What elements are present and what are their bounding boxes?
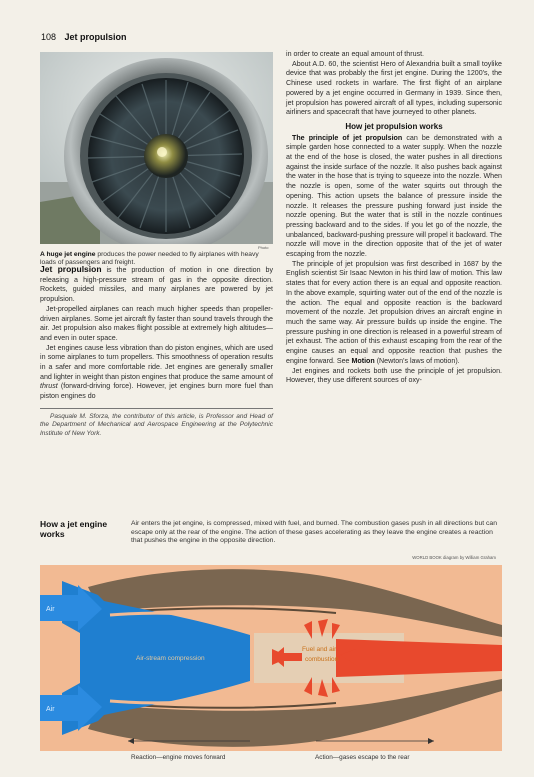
newton-tail: (Newton's laws of motion). bbox=[374, 356, 460, 365]
reaction-arrowhead bbox=[128, 738, 134, 744]
compression-label: Air-stream compression bbox=[136, 655, 205, 662]
action-label: Action—gases escape to the rear bbox=[315, 754, 410, 761]
divider bbox=[40, 408, 273, 409]
jet-engine-photo bbox=[40, 52, 273, 244]
page-number: 108 bbox=[41, 32, 57, 42]
jet-engine-illustration bbox=[40, 52, 273, 244]
vibration-text: Jet engines cause less vibration than do piston engines, which are used in some airplanes to turn propellers. This smoothness of operation results in a safer and more comfortable ride. Jet engines are generally smaller and lighter in weight than piston engines that produce the same amount of bbox=[40, 343, 273, 381]
jet-engine-diagram bbox=[40, 565, 502, 751]
fuel-label-2: combustion bbox=[305, 656, 339, 663]
diagram-credit: WORLD BOOK diagram by William Graham bbox=[412, 555, 496, 560]
paragraph-thrust-end: in order to create an equal amount of thrust. bbox=[286, 50, 425, 58]
reaction-label: Reaction—engine moves forward bbox=[131, 754, 226, 761]
caption-text: produces the power needed to fly airplanes with heavy loads of passengers and freight. bbox=[40, 251, 259, 266]
author-note: Pasquale M. Sforza, the contributor of this article, is Professor and Head of the Department of Mechanical and Aerospace Engineering at the Polytechnic Institute of New York. bbox=[40, 412, 273, 437]
paragraph-engines: Jet engines and rockets both use the principle of jet propulsion. However, they use different sources of oxy- bbox=[286, 366, 502, 385]
newton-text: The principle of jet propulsion was first described in 1687 by the English scientist Sir Isaac Newton in his third law of motion. This law states that for every action there is an equal and opposite reaction. In the above example, squirting water out of the end of the nozzle is the action. The equal and opposite reaction is the backward movement of the nozzle. Jet propulsion drives an aircraft engine in much the same way. Air pressure builds up inside the engine. The pressure pushing in one direction is released in a powerful stream of jet exhaust. The action of this exhaust escaping from the rear of the engine causes an equal and opposite reaction that pushes the engine forward. See bbox=[286, 259, 502, 365]
paragraph-principle bbox=[286, 134, 502, 260]
paragraph-vibration bbox=[40, 344, 273, 402]
diagram-heading: How a jet engine works bbox=[40, 519, 108, 539]
paragraph-newton bbox=[286, 260, 502, 367]
article-headword: Jet propulsion bbox=[40, 264, 102, 274]
thrust-term: thrust bbox=[40, 382, 58, 391]
section-heading: How jet propulsion works bbox=[345, 121, 443, 131]
action-arrowhead bbox=[428, 738, 434, 744]
paragraph-speed: Jet-propelled airplanes can reach much higher speeds than propeller-driven airplanes. Some jet aircraft fly faster than sound travels through the air. Jet propulsion also makes flight possible at extremely high altitudes—and even in outer space. bbox=[40, 304, 273, 342]
page-title: Jet propulsion bbox=[64, 32, 127, 42]
thrust-tail: (forward-driving force). However, jet engines burn more fuel than piston engines do bbox=[40, 382, 273, 401]
right-column bbox=[286, 50, 502, 386]
paragraph-history: About A.D. 60, the scientist Hero of Alexandria built a small toylike device that was probably the first jet engine. During the 1200's, the Chinese used rockets in warfare. The first flight of an airplane powered by a jet engine occurred in Germany in 1939. Since then, jet propulsion has powered aircraft of all types, including supersonic airliners and spacecraft that have journeyed to other planets. bbox=[286, 59, 502, 117]
intro-text: is the production of motion in one direction by releasing a high-pressure stream of gas in the opposite direction. Rockets, guided missiles, and many airplanes are powered by jet propulsion. bbox=[40, 266, 273, 304]
engine-cross-section bbox=[40, 565, 502, 751]
left-column bbox=[40, 265, 273, 438]
motion-link[interactable]: Motion bbox=[351, 356, 375, 365]
intro-paragraph bbox=[40, 265, 273, 305]
diagram-description: Air enters the jet engine, is compressed, mixed with fuel, and burned. The combustion gases push in all directions but can escape only at the rear of the engine. The action of these gases accelerating as they leave the engine creates a reaction that pushes the engine in the opposite direction. bbox=[131, 520, 497, 545]
fuel-label-1: Fuel and air bbox=[302, 646, 337, 653]
exhaust-stream bbox=[336, 639, 502, 677]
principle-text: can be demonstrated with a simple garden hose connected to a water supply. When the nozzle at the end of the hose is closed, the water pushes in all directions against the inside surface of the nozzle. It also pushes back against the water in the hose that is trying to squeeze into the nozzle. When the nozzle is open, some of the water squirts out through the opening. This action upsets the balance of pressure inside the nozzle. It releases the pressure pushing forward just inside the nozzle opening. But the water that is still in the nozzle continues pressing backward and to the sides. If you let go of the nozzle, the unbalanced, backward-pushing pressure will propel it backward. The nozzle will move in the direction opposite that of the jet of water escaping from the nozzle. bbox=[286, 133, 502, 259]
page-header bbox=[41, 32, 127, 42]
principle-subhead: The principle of jet propulsion bbox=[292, 133, 403, 142]
air-label-top: Air bbox=[46, 606, 55, 613]
photo-credit: Photo bbox=[258, 245, 269, 250]
caption-bold: A huge jet engine bbox=[40, 251, 96, 258]
air-label-bottom: Air bbox=[46, 706, 55, 713]
